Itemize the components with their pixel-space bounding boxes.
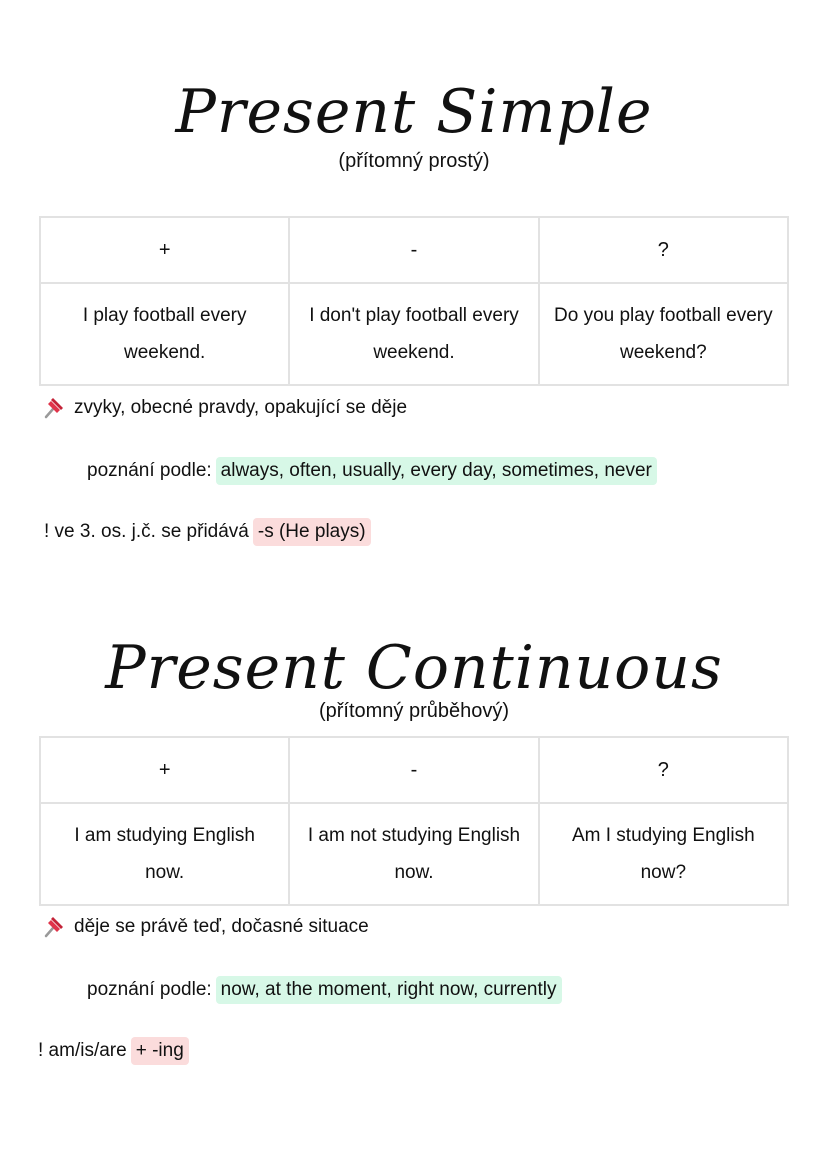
note-line — [38, 1035, 189, 1067]
header-positive: + — [40, 217, 289, 283]
example-question: Do you play football every weekend? — [539, 283, 788, 385]
signal-words-line — [87, 974, 562, 1006]
example-negative: I don't play football every weekend. — [289, 283, 538, 385]
example-negative: I am not studying English now. — [289, 803, 538, 905]
usage-line — [38, 911, 369, 943]
usage-line — [38, 392, 407, 424]
header-negative: - — [289, 737, 538, 803]
present-simple-table — [39, 216, 789, 386]
section-subtitle-present-simple: (přítomný prostý) — [338, 150, 490, 172]
pushpin-icon — [38, 912, 68, 942]
note-text: ! ve 3. os. j.č. se přidává — [44, 521, 249, 542]
pushpin-icon — [38, 393, 68, 423]
example-positive: I am studying English now. — [40, 803, 289, 905]
note-text: ! am/is/are — [38, 1040, 127, 1061]
section-title-present-continuous: Present Continuous — [105, 633, 723, 703]
section-title-present-simple: Present Simple — [175, 77, 653, 147]
signal-words: always, often, usually, every day, sometimes, never — [216, 457, 657, 485]
note-highlight: + -ing — [131, 1037, 189, 1065]
header-question: ? — [539, 217, 788, 283]
header-positive: + — [40, 737, 289, 803]
usage-text: zvyky, obecné pravdy, opakující se děje — [74, 397, 408, 418]
signal-words: now, at the moment, right now, currently — [216, 976, 562, 1004]
example-positive: I play football every weekend. — [40, 283, 289, 385]
header-question: ? — [539, 737, 788, 803]
note-line — [44, 516, 371, 548]
header-negative: - — [289, 217, 538, 283]
present-continuous-table — [39, 736, 789, 906]
section-subtitle-present-continuous: (přítomný průběhový) — [318, 700, 510, 722]
signal-label: poznání podle: — [87, 460, 212, 481]
signal-label: poznání podle: — [87, 979, 212, 1000]
signal-words-line — [87, 455, 657, 487]
usage-text: děje se právě teď, dočasné situace — [74, 916, 369, 937]
example-question: Am I studying English now? — [539, 803, 788, 905]
note-highlight: -s (He plays) — [253, 518, 371, 546]
